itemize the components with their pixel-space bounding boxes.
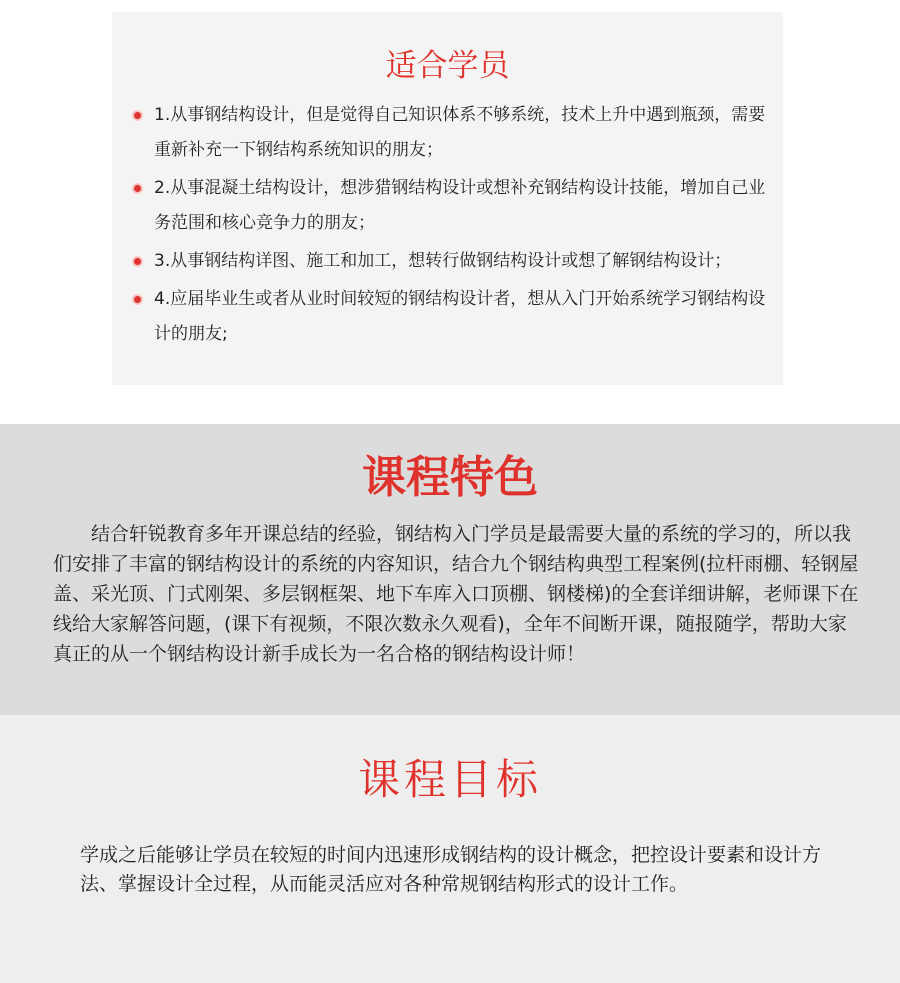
- course-features-text: 结合轩锐教育多年开课总结的经验，钢结构入门学员是最需要大量的系统的学习的，所以我们安排了丰富的钢结构设计的系统的内容知识，结合九个钢结构典型工程案例(拉杆雨棚、轻钢屋盖、采光顶、门式刚架、多层钢框架、地下车库入口顶棚、钢楼梯)的全套详细讲解，老师课下在线给大家解答问题，(课下有视频，不限次数永久观看)，全年不间断开课，随报随学，帮助大家真正的从一个钢结构设计新手成长为一名合格的钢结构设计师！: [53, 523, 859, 665]
- course-goals-section: [0, 715, 900, 983]
- suitable-students-section: [0, 0, 900, 424]
- list-item: [134, 244, 774, 279]
- course-features-title: 课程特色: [362, 452, 538, 503]
- bullet-dot-icon: [134, 258, 141, 265]
- course-goals-text: 学成之后能够让学员在较短的时间内迅速形成钢结构的设计概念，把控设计要素和设计方法、掌握设计全过程，从而能灵活应对各种常规钢结构形式的设计工作。: [80, 844, 822, 895]
- course-goals-title: 课程目标: [357, 755, 542, 804]
- suitable-students-list: [134, 98, 774, 355]
- list-item: [134, 98, 774, 168]
- suitable-students-card: [112, 12, 783, 385]
- bullet-dot-icon: [134, 296, 141, 303]
- list-item-text: 1.从事钢结构设计，但是觉得自己知识体系不够系统，技术上升中遇到瓶颈，需要重新补充一下钢结构系统知识的朋友；: [154, 105, 766, 160]
- suitable-students-title: 适合学员: [385, 48, 510, 84]
- bullet-dot-icon: [134, 185, 141, 192]
- list-item: [134, 171, 774, 241]
- bullet-dot-icon: [134, 112, 141, 119]
- list-item-text: 4.应届毕业生或者从业时间较短的钢结构设计者，想从入门开始系统学习钢结构设计的朋友;: [154, 289, 766, 344]
- list-item-text: 3.从事钢结构详图、施工和加工，想转行做钢结构设计或想了解钢结构设计；: [154, 251, 732, 271]
- list-item: [134, 282, 774, 352]
- list-item-text: 2.从事混凝土结构设计，想涉猎钢结构设计或想补充钢结构设计技能，增加自己业务范围和核心竞争力的朋友；: [154, 178, 766, 233]
- course-features-section: [0, 424, 900, 715]
